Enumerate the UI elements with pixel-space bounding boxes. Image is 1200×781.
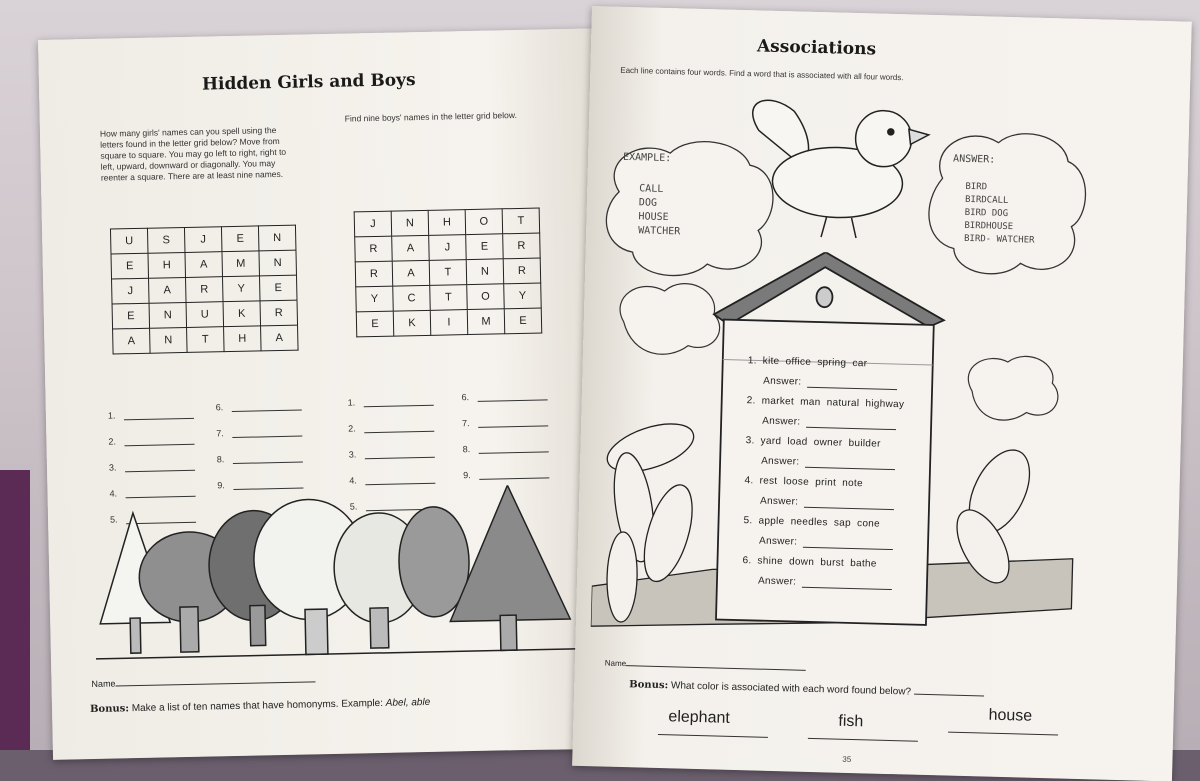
purple-cloth — [0, 470, 30, 750]
answer-line — [478, 415, 548, 427]
boys-grid-row — [356, 283, 541, 312]
boys-grid-cell: H — [428, 210, 466, 236]
handwritten-word: CALL — [639, 183, 664, 195]
answer-line — [803, 536, 893, 549]
handwritten-word: DOG — [638, 197, 658, 209]
question-number: 5. — [743, 514, 753, 526]
bonus-word-elephant: elephant — [668, 708, 730, 728]
answer-row — [348, 406, 435, 434]
answer-line — [479, 467, 549, 479]
answer-row — [348, 432, 435, 460]
girls-grid-cell: E — [112, 303, 150, 329]
page-number: 35 — [842, 754, 852, 765]
boys-grid-cell: N — [391, 210, 429, 236]
answer-line — [802, 576, 892, 589]
girls-grid-cell: A — [113, 328, 151, 354]
girls-grid-cell: J — [112, 278, 150, 304]
answer-number: 6. — [461, 392, 470, 403]
answer-label: Answer: — [757, 575, 797, 588]
answer-number: 9. — [217, 480, 225, 491]
answer-line — [804, 496, 894, 509]
answer-line — [805, 456, 895, 469]
answer-row — [462, 400, 549, 428]
boys-grid-cell: E — [504, 308, 542, 334]
answer-number: 4. — [349, 475, 357, 486]
answer-label: Answer: — [761, 455, 800, 468]
girls-grid-cell: A — [261, 325, 299, 351]
page-title: Hidden Girls and Boys — [201, 70, 416, 95]
question-number: 2. — [746, 394, 756, 406]
question-number: 4. — [744, 474, 754, 486]
answer-line — [232, 400, 302, 412]
bonus-word-line — [658, 734, 768, 738]
girls-grid-cell: E — [111, 253, 149, 279]
answer-label: ANSWER: — [952, 153, 996, 166]
answer-row — [216, 411, 303, 439]
question-words: apple needles sap cone — [758, 515, 881, 530]
answer-number: 2. — [348, 423, 356, 434]
boys-grid-cell: R — [503, 258, 541, 284]
girls-grid-cell: H — [224, 326, 262, 352]
answer-label: Answer: — [763, 375, 802, 388]
answer-number: 3. — [108, 462, 117, 473]
question-words: yard load owner builder — [760, 435, 881, 450]
boys-grid-row — [356, 308, 541, 337]
trees-illustration — [88, 484, 592, 669]
answer-row — [742, 570, 900, 594]
girls-grid-cell: M — [222, 251, 260, 277]
answer-line — [125, 460, 195, 472]
name-line-right — [626, 665, 806, 671]
boys-grid-cell: T — [502, 208, 540, 234]
girls-grid-row — [112, 275, 297, 304]
boys-instructions: Find nine boys' names in the letter grid below. — [344, 109, 517, 124]
girls-grid-cell: E — [221, 226, 259, 252]
question-number: 6. — [742, 554, 752, 566]
boys-answer-list-2 — [461, 374, 549, 480]
girls-grid-cell: N — [258, 225, 296, 251]
answer-line — [806, 416, 896, 429]
answer-number: 1. — [347, 397, 356, 408]
girls-grid-cell: N — [149, 302, 187, 328]
girls-grid-cell: N — [150, 327, 188, 353]
answer-line — [232, 426, 302, 438]
answer-number: 5. — [109, 514, 118, 525]
boys-grid-cell: T — [430, 285, 468, 311]
name-line — [116, 681, 316, 686]
girls-grid-row — [113, 325, 298, 354]
name-field-right: Name — [605, 659, 807, 673]
bonus-line-right: Bonus: What color is associated with each word found below? — [629, 679, 984, 699]
handwritten-word: BIRD DOG — [964, 207, 1009, 219]
answer-number: 1. — [107, 410, 116, 421]
question-words: shine down burst bathe — [757, 555, 877, 570]
boys-grid-cell: E — [466, 234, 504, 260]
answer-number: 6. — [215, 402, 224, 413]
bird-illustration — [716, 89, 940, 245]
answer-line — [124, 434, 194, 446]
answer-line — [477, 389, 547, 401]
girls-grid-cell: R — [260, 300, 298, 326]
boys-grid-cell: Y — [504, 283, 542, 309]
answer-line — [233, 478, 303, 490]
answer-number: 4. — [109, 488, 118, 499]
bonus-answer-line — [914, 694, 984, 697]
handwritten-word: BIRDCALL — [964, 194, 1009, 206]
boys-grid-cell: I — [430, 310, 468, 336]
girls-letter-grid — [110, 225, 299, 355]
boys-grid-cell: C — [393, 285, 431, 311]
answer-row — [108, 419, 195, 447]
girls-grid-cell: U — [186, 302, 224, 328]
answer-row — [347, 380, 434, 408]
answer-number: 8. — [462, 444, 471, 455]
girls-grid-cell: U — [110, 228, 148, 254]
boys-grid-cell: T — [429, 260, 467, 286]
answer-row — [349, 458, 436, 486]
answer-number: 9. — [463, 470, 471, 481]
girls-answer-list-2 — [215, 385, 303, 491]
answer-line — [233, 452, 303, 464]
boys-grid-cell: A — [392, 260, 430, 286]
answer-number: 8. — [216, 454, 225, 465]
question-number: 1. — [747, 354, 757, 366]
boys-grid-cell: J — [354, 211, 392, 237]
boys-grid-cell: N — [466, 259, 504, 285]
girls-grid-cell: A — [185, 252, 223, 278]
answer-row — [217, 463, 304, 491]
girls-grid-row — [111, 250, 296, 279]
boys-grid-cell: J — [429, 235, 467, 261]
question-words: kite office spring car — [762, 355, 868, 369]
question-words: market man natural highway — [761, 395, 905, 410]
girls-grid-cell: H — [148, 252, 186, 278]
girls-grid-cell: R — [186, 277, 224, 303]
associations-instructions: Each line contains four words. Find a word that is associated with all four words. — [620, 65, 904, 83]
boys-grid-row — [355, 258, 540, 287]
boys-grid-cell: O — [467, 284, 505, 310]
boys-grid-cell: Y — [356, 286, 394, 312]
question-words: rest loose print note — [759, 475, 864, 489]
answer-label: Answer: — [762, 415, 801, 428]
bonus-word-house: house — [988, 707, 1032, 726]
answer-row — [216, 437, 303, 465]
bonus-line: Bonus: Make a list of ten names that have homonyms. Example: Abel, able — [89, 696, 431, 716]
example-words — [638, 182, 682, 239]
handwritten-word: HOUSE — [638, 211, 669, 224]
answer-words — [964, 181, 1036, 248]
answer-row — [107, 393, 194, 421]
boys-grid-row — [355, 233, 540, 262]
boys-grid-cell: K — [393, 310, 431, 336]
boys-grid-cell: R — [355, 236, 393, 262]
girls-grid-cell: E — [259, 275, 297, 301]
girls-grid-row — [110, 225, 295, 254]
example-label: EXAMPLE: — [622, 151, 672, 165]
girls-instructions: How many girls' names can you spell using the letters found in the letter grid below? Move from square to square. You may go left to right, right to left, upward, downward or diagonally. You may reenter a square. There are at least nine names. — [99, 125, 287, 183]
answer-line — [364, 421, 434, 433]
girls-grid-row — [112, 300, 297, 329]
boys-grid-cell: R — [355, 261, 393, 287]
girls-grid-cell: Y — [222, 276, 260, 302]
answer-label: Answer: — [759, 495, 799, 508]
answer-line — [807, 376, 897, 389]
question-number: 3. — [745, 434, 755, 446]
girls-grid-cell: T — [187, 327, 225, 353]
answer-row — [109, 445, 196, 473]
page-title-associations: Associations — [756, 36, 877, 60]
answer-row — [461, 374, 548, 402]
name-field: Name — [91, 674, 315, 689]
bonus-word-line — [948, 732, 1058, 736]
answer-number: 7. — [216, 428, 224, 439]
boys-grid-cell: A — [392, 235, 430, 261]
answer-line — [124, 408, 194, 420]
boys-grid-cell: E — [356, 311, 394, 337]
boys-letter-grid — [354, 208, 543, 338]
handwritten-word: BIRD- WATCHER — [963, 233, 1035, 246]
right-page — [572, 6, 1192, 781]
answer-label: Answer: — [758, 535, 798, 548]
handwritten-word: BIRD — [965, 181, 988, 193]
association-questions — [742, 350, 906, 594]
boys-grid-cell: O — [465, 209, 503, 235]
handwritten-word: BIRDHOUSE — [964, 220, 1014, 233]
left-page — [38, 28, 613, 760]
answer-number: 2. — [108, 436, 117, 447]
answer-line — [364, 395, 434, 407]
bonus-word-line — [808, 738, 918, 742]
bonus-word-fish: fish — [838, 713, 863, 732]
boys-grid-cell: M — [467, 309, 505, 335]
girls-grid-cell: J — [184, 227, 222, 253]
girls-grid-cell: A — [149, 277, 187, 303]
answer-line — [365, 447, 435, 459]
answer-number: 3. — [348, 449, 357, 460]
answer-number: 5. — [349, 501, 358, 512]
answer-row — [215, 385, 302, 413]
answer-row — [462, 426, 549, 454]
handwritten-word: WATCHER — [637, 225, 681, 238]
answer-line — [479, 441, 549, 453]
boys-grid-row — [354, 208, 539, 237]
answer-line — [365, 473, 435, 485]
answer-number: 7. — [462, 418, 470, 429]
girls-grid-cell: S — [147, 227, 185, 253]
answer-row — [463, 452, 550, 480]
boys-grid-cell: R — [503, 233, 541, 259]
girls-grid-cell: N — [259, 250, 297, 276]
girls-grid-cell: K — [223, 301, 261, 327]
